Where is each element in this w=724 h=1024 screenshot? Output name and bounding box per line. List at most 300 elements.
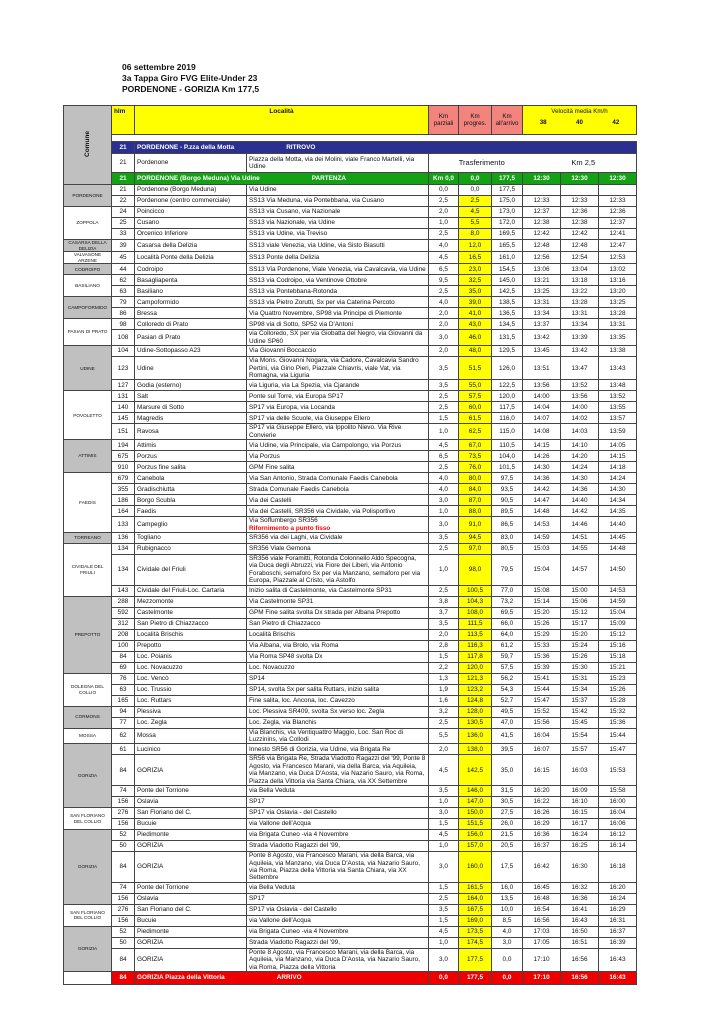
time-42-cell: 13:35 — [599, 330, 637, 346]
route-text: Via Blanchis, via Ventiquattro Maggio, Loc. San Roc di Luzzinins, via Collodi — [249, 728, 404, 744]
km-progressivi-cell: 35,0 — [459, 286, 492, 297]
time-40-cell: 15:45 — [561, 717, 599, 728]
arrivo-banner — [135, 971, 429, 984]
time-42-cell: 15:09 — [599, 618, 637, 629]
route-cell — [247, 841, 429, 852]
km-parziali-cell: 1,5 — [429, 413, 459, 424]
route-cell — [247, 185, 429, 196]
km-progressivi-cell: 94,5 — [459, 533, 492, 544]
comune-cell: ATTIMIS — [64, 440, 112, 473]
time-40-cell: 16:25 — [561, 841, 599, 852]
table-row — [64, 755, 637, 786]
time-42-cell: 12:47 — [599, 240, 637, 252]
table-row — [64, 506, 637, 517]
route-text: SS13 via Nazionale, via Udine — [249, 219, 335, 227]
locality-cell: Pordenone (Borgo Meduna) — [135, 185, 247, 196]
time-42-cell: 14:50 — [599, 555, 637, 586]
hlm-cell: 45 — [112, 252, 135, 264]
km-arrivo-cell: 26,0 — [492, 819, 523, 830]
comune-cell: CASARSA DELLA DELIZIA — [64, 240, 112, 252]
time-40-cell: 13:56 — [561, 391, 599, 402]
km-progressivi-cell: 87,0 — [459, 495, 492, 506]
route-text: SS13 Via Meduna, via Pontebbana, via Cusano — [249, 197, 384, 205]
table-row — [64, 533, 637, 544]
km-arrivo-cell: 83,0 — [492, 533, 523, 544]
time-42-cell: 14:18 — [599, 462, 637, 473]
hlm-cell: 84 — [112, 852, 135, 883]
hlm-cell: 79 — [112, 297, 135, 308]
km-parziali-cell: 2,0 — [429, 346, 459, 357]
table-row — [64, 473, 637, 484]
locality-cell: Loc. Zegla — [135, 717, 247, 728]
km-parziali-cell: 3,2 — [429, 706, 459, 717]
km-arrivo-cell: 41,5 — [492, 728, 523, 744]
time-42-cell: 16:18 — [599, 852, 637, 883]
hlm-cell: 77 — [112, 717, 135, 728]
km-progressivi-cell: 0,0 — [459, 173, 492, 185]
time-40-cell: 16:03 — [561, 755, 599, 786]
hlm-cell: 104 — [112, 346, 135, 357]
time-42-cell: 14:59 — [599, 596, 637, 607]
hlm-cell: 84 — [112, 948, 135, 971]
route-text: Via Udine, via Principale, via Campolongo, via Porzus — [249, 441, 402, 449]
route-text: Loc. Plessiva SR409, svolta Sx verso loc. Zegla — [249, 707, 385, 715]
km-arrivo-cell: 69,5 — [492, 607, 523, 618]
km-progressivi-cell: 161,5 — [459, 882, 492, 893]
time-40-cell: 15:34 — [561, 684, 599, 695]
time-38-cell: 16:56 — [523, 915, 561, 926]
partenza-tag: PARTENZA — [311, 174, 347, 182]
comune-cell: DOLEGNA DEL COLLIO — [64, 673, 112, 706]
km-progressivi-cell: 84,0 — [459, 484, 492, 495]
hlm-cell: 84 — [112, 651, 135, 662]
route-text: GPM Fine salita — [249, 463, 295, 471]
comune-cell: PREPOTTO — [64, 596, 112, 673]
hlm-cell: 910 — [112, 462, 135, 473]
time-38-cell: 16:36 — [523, 830, 561, 841]
time-40-cell: 14:42 — [561, 506, 599, 517]
route-text: SP17 — [249, 798, 265, 806]
table-row — [64, 830, 637, 841]
km-arrivo-cell: 177,5 — [492, 185, 523, 196]
table-row — [64, 240, 637, 252]
km-parziali-cell: 2,5 — [429, 286, 459, 297]
km-arrivo-cell: 0,0 — [492, 971, 523, 984]
route-text: Via Soffumbergo SR356 — [249, 517, 318, 525]
locality-cell: San Floriano del C. — [135, 808, 247, 819]
time-38-cell: 13:06 — [523, 264, 561, 275]
time-40-cell: 14:00 — [561, 402, 599, 413]
km-parziali-cell: 4,0 — [429, 473, 459, 484]
locality-cell: Località Ponte della Delizia — [135, 252, 247, 264]
time-42-cell: 15:36 — [599, 717, 637, 728]
km-parziali-cell: 2,0 — [429, 744, 459, 755]
time-40-cell: 15:31 — [561, 673, 599, 684]
route-cell — [247, 229, 429, 240]
km-progressivi-cell: 104,3 — [459, 596, 492, 607]
stage-route-title: PORDENONE - GORIZIA Km 177,5 — [122, 84, 260, 94]
route-cell: Piazza della Motta, via dei Molini, viale Franco Martelli, via Udine — [247, 154, 429, 173]
route-text: SP17 via Giuseppe Ellero, via Ippolito Nievo. Via Rive Convierie — [249, 424, 402, 439]
table-row — [64, 640, 637, 651]
time-38-cell: 15:41 — [523, 673, 561, 684]
hlm-cell: 63 — [112, 286, 135, 297]
km-progressivi-cell: 43,0 — [459, 319, 492, 330]
km-arrivo-cell: 101,5 — [492, 462, 523, 473]
comune-cell: POVOLETTO — [64, 391, 112, 440]
hlm-cell: 133 — [112, 517, 135, 533]
locality-cell: Località Brischis — [135, 629, 247, 640]
km-progressivi-cell: 123,2 — [459, 684, 492, 695]
route-cell — [247, 830, 429, 841]
comune-cell: PORDENONE — [64, 185, 112, 207]
route-cell — [247, 797, 429, 808]
km-arrivo-cell: 134,5 — [492, 319, 523, 330]
table-row — [64, 346, 637, 357]
time-40-cell: 14:24 — [561, 462, 599, 473]
km-arrivo-cell: 93,5 — [492, 484, 523, 495]
hlm-cell: 25 — [112, 218, 135, 229]
km-progressivi-cell: 164,0 — [459, 893, 492, 904]
time-40-cell: 16:10 — [561, 797, 599, 808]
locality-cell: GORIZIA — [135, 755, 247, 786]
km-progressivi-cell: 4,5 — [459, 207, 492, 218]
km-parziali-cell: 5,5 — [429, 728, 459, 744]
table-row — [64, 544, 637, 555]
locality-cell: Oslavia — [135, 797, 247, 808]
km-arrivo-cell: 175,0 — [492, 196, 523, 207]
table-row — [64, 413, 637, 424]
km-progressivi-cell: 120,0 — [459, 662, 492, 673]
comune-cell: FAEDIS — [64, 473, 112, 533]
hlm-cell: 86 — [112, 308, 135, 319]
locality-cell: Bucuie — [135, 915, 247, 926]
comune-cell: TORREANO — [64, 533, 112, 544]
table-row — [64, 391, 637, 402]
time-40-cell: 12:42 — [561, 229, 599, 240]
km-parziali-cell: 2,5 — [429, 391, 459, 402]
km-progressivi-cell: 98,0 — [459, 555, 492, 586]
time-38-cell: 13:37 — [523, 319, 561, 330]
locality-cell: Ponte del Torrione — [135, 882, 247, 893]
km-progressivi-cell: 108,0 — [459, 607, 492, 618]
time-42-cell: 14:40 — [599, 517, 637, 533]
time-42-cell: 13:02 — [599, 264, 637, 275]
locality-cell: San Floriano del C. — [135, 904, 247, 915]
arrivo-tag: ARRIVO — [276, 974, 302, 982]
time-38-cell: 13:25 — [523, 286, 561, 297]
locality-cell: Lucinico — [135, 744, 247, 755]
km-progressivi-cell: 147,0 — [459, 797, 492, 808]
hlm-cell: 21 — [112, 185, 135, 196]
velocita-42: 42 — [612, 119, 620, 127]
race-name: 3a Tappa Giro FVG Elite-Under 23 — [122, 73, 258, 83]
time-38-cell: 15:56 — [523, 717, 561, 728]
route-text: SS13 via Pontebbana-Rotonda — [249, 287, 338, 295]
hlm-cell: 21 — [112, 142, 135, 154]
km-arrivo-cell: 47,0 — [492, 717, 523, 728]
route-cell — [247, 218, 429, 229]
km-arrivo-cell: 122,5 — [492, 380, 523, 391]
time-42-cell: 15:58 — [599, 786, 637, 797]
time-38-cell: 15:03 — [523, 544, 561, 555]
route-cell — [247, 937, 429, 948]
hlm-cell: 39 — [112, 240, 135, 252]
km-arrivo-cell: 57,5 — [492, 662, 523, 673]
hlm-cell: 134 — [112, 555, 135, 586]
route-cell — [247, 786, 429, 797]
route-cell — [247, 808, 429, 819]
hlm-cell: 74 — [112, 882, 135, 893]
route-cell — [247, 533, 429, 544]
km-parziali-cell: 2,5 — [429, 544, 459, 555]
route-cell — [247, 555, 429, 586]
locality-cell: Pasian di Prato — [135, 330, 247, 346]
route-text: SP17 via Europa, via Locanda — [249, 403, 335, 411]
time-40-cell: 16:17 — [561, 819, 599, 830]
km-arrivo-cell: 49,5 — [492, 706, 523, 717]
km-progressivi-cell: 136,0 — [459, 728, 492, 744]
time-40-cell: 14:03 — [561, 424, 599, 440]
time-38-cell: 16:42 — [523, 852, 561, 883]
time-38-cell: 14:59 — [523, 533, 561, 544]
route-text: SS13 via Codroipo, via Ventinove Ottobre — [249, 276, 367, 284]
km-parziali-cell: 3,5 — [429, 533, 459, 544]
route-text: Via Giovanni Boccaccio — [249, 347, 317, 355]
locality-cell: Loc. Vencò — [135, 673, 247, 684]
time-42-cell: 13:16 — [599, 275, 637, 286]
route-text: Via Mons. Giovanni Nogara, via Cadore, Cavalcavia Sandro Pertini, via Gino Pieri, Piazzale Chiavris, viale Vat, via Romagna, via Liguria — [249, 357, 419, 379]
km-arrivo-cell: 131,5 — [492, 330, 523, 346]
locality-cell: Udine — [135, 357, 247, 380]
locality-cell: Cividale del Friuli-Loc. Cartaria — [135, 585, 247, 596]
km-arrivo-cell: 86,5 — [492, 517, 523, 533]
table-row — [64, 819, 637, 830]
route-text: SP17 via delle Scuole, via Giuseppe Ellero — [249, 414, 371, 422]
table-row — [64, 852, 637, 883]
time-40-cell: 15:37 — [561, 695, 599, 706]
hlm-cell: 675 — [112, 451, 135, 462]
km-progressivi-cell: 8,0 — [459, 229, 492, 240]
table-row — [64, 808, 637, 819]
time-40-cell: 14:40 — [561, 495, 599, 506]
hlm-cell: 127 — [112, 380, 135, 391]
time-42-cell: 12:30 — [599, 173, 637, 185]
route-cell — [247, 728, 429, 744]
hlm-cell: 165 — [112, 695, 135, 706]
time-40-cell: 14:10 — [561, 440, 599, 451]
km-parziali-cell: 3,0 — [429, 330, 459, 346]
comune-cell: UDINE — [64, 346, 112, 391]
hlm-cell: 156 — [112, 893, 135, 904]
table-row — [64, 297, 637, 308]
km-progressivi-cell: 177,5 — [459, 971, 492, 984]
km-parziali-cell: 1,0 — [429, 937, 459, 948]
km-progressivi-cell: 111,5 — [459, 618, 492, 629]
km-parziali-cell: 4,5 — [429, 755, 459, 786]
table-row — [64, 673, 637, 684]
km-parziali-cell: 3,5 — [429, 786, 459, 797]
time-40-cell: 15:20 — [561, 629, 599, 640]
route-cell — [247, 596, 429, 607]
route-text: SP98 via di Sotto, SP52 via D'Antoni — [249, 320, 353, 328]
locality-cell: Loc. Poianis — [135, 651, 247, 662]
time-42-cell: 12:41 — [599, 229, 637, 240]
hlm-cell: 156 — [112, 915, 135, 926]
route-text: SS13 Ponte della Delizia — [249, 254, 320, 262]
km-parziali-cell: 3,0 — [429, 517, 459, 533]
time-38-cell — [523, 185, 561, 196]
time-38-cell: 12:42 — [523, 229, 561, 240]
km-parziali-cell: 1,5 — [429, 651, 459, 662]
km-arrivo-cell: 129,5 — [492, 346, 523, 357]
hlm-cell: 679 — [112, 473, 135, 484]
time-40-cell: 16:32 — [561, 882, 599, 893]
time-42-cell: 15:16 — [599, 640, 637, 651]
comune-cell: VALVASONE ARZENE — [64, 252, 112, 264]
hlm-cell: 123 — [112, 357, 135, 380]
route-text: Innesto SR56 di Gorizia, via Udine, via Brigata Re — [249, 745, 391, 753]
km-parziali-cell: 3,5 — [429, 618, 459, 629]
route-cell — [247, 585, 429, 596]
partenza-place: PORDENONE (Borgo Meduna) Via Udine — [137, 174, 260, 182]
time-38-cell: 12:48 — [523, 240, 561, 252]
km-arrivo-cell: 142,5 — [492, 286, 523, 297]
locality-cell: Oslavia — [135, 893, 247, 904]
time-42-cell: 16:12 — [599, 830, 637, 841]
route-text: Via Castelmonte SP31 — [249, 597, 314, 605]
table-row — [64, 319, 637, 330]
km-arrivo-cell: 89,5 — [492, 506, 523, 517]
time-38-cell: 15:33 — [523, 640, 561, 651]
velocita-header — [523, 106, 637, 135]
arrivo-place: GORIZIA Piazza della Vittoria — [137, 974, 225, 982]
km-arrivo-cell: 10,0 — [492, 904, 523, 915]
time-38-cell: 13:21 — [523, 275, 561, 286]
hlm-cell: 156 — [112, 797, 135, 808]
locality-cell: GORIZIA — [135, 937, 247, 948]
time-40-cell: 15:24 — [561, 640, 599, 651]
route-text: Via Porzus — [249, 452, 280, 460]
time-38-cell: 15:36 — [523, 651, 561, 662]
time-40-cell: 12:54 — [561, 252, 599, 264]
comune-empty-cell — [64, 971, 112, 984]
time-38-cell: 16:29 — [523, 819, 561, 830]
time-42-cell: 14:35 — [599, 506, 637, 517]
time-42-cell: 14:48 — [599, 544, 637, 555]
route-cell — [247, 484, 429, 495]
locality-cell: Gradischiutta — [135, 484, 247, 495]
time-38-cell: 14:47 — [523, 495, 561, 506]
km-arrivo-cell: 117,5 — [492, 402, 523, 413]
route-cell — [247, 357, 429, 380]
comune-header-label: Comune — [83, 130, 91, 157]
time-40-cell: 16:15 — [561, 808, 599, 819]
route-text: via Brigata Cuneo -via 4 Novembre — [249, 928, 349, 936]
km-parziali-cell: 4,5 — [429, 252, 459, 264]
route-cell — [247, 926, 429, 937]
transfer-info-cell — [429, 154, 637, 173]
locality-cell: Udine-Sottopasso A23 — [135, 346, 247, 357]
time-42-cell: 16:39 — [599, 937, 637, 948]
time-40-cell: 14:02 — [561, 413, 599, 424]
locality-cell: Cusano — [135, 218, 247, 229]
route-cell — [247, 264, 429, 275]
stage-date: 06 settembre 2019 — [122, 62, 196, 72]
hlm-cell: 288 — [112, 596, 135, 607]
route-cell — [247, 904, 429, 915]
km-parziali-cell: 3,7 — [429, 607, 459, 618]
km-arrivo-cell: 177,5 — [492, 173, 523, 185]
route-text: SR356 Viale Gemona — [249, 545, 311, 553]
time-40-cell: 16:36 — [561, 893, 599, 904]
km-arrivo-cell: 77,0 — [492, 585, 523, 596]
comune-cell: PASIAN DI PRATO — [64, 319, 112, 346]
time-40-cell: 14:57 — [561, 555, 599, 586]
time-38-cell: 14:15 — [523, 440, 561, 451]
km-progressivi-cell: 0,0 — [459, 185, 492, 196]
hlm-cell: 62 — [112, 728, 135, 744]
time-38-cell: 15:39 — [523, 662, 561, 673]
hlm-cell: 143 — [112, 585, 135, 596]
route-cell — [247, 402, 429, 413]
km-progressivi-cell: 157,0 — [459, 841, 492, 852]
time-40-cell: 15:54 — [561, 728, 599, 744]
time-38-cell: 17:10 — [523, 948, 561, 971]
time-42-cell: 15:04 — [599, 607, 637, 618]
time-38-cell: 13:45 — [523, 346, 561, 357]
km-progressivi-cell: 177,5 — [459, 948, 492, 971]
time-40-cell: 13:18 — [561, 275, 599, 286]
km-progressivi-cell: 32,5 — [459, 275, 492, 286]
km-progressivi-cell: 116,3 — [459, 640, 492, 651]
table-row — [64, 380, 637, 391]
route-cell — [247, 544, 429, 555]
route-text: GPM Fine salita svolta Dx strada per Albana Prepotto — [249, 608, 401, 616]
locality-cell: Basiliano — [135, 286, 247, 297]
table-row — [64, 882, 637, 893]
time-40-cell: 13:22 — [561, 286, 599, 297]
route-text: Strada Viadotto Ragazzi del '99, — [249, 939, 340, 947]
km-parziali-cell: 2,0 — [429, 207, 459, 218]
locality-cell: Loc. Novacuzzo — [135, 662, 247, 673]
locality-cell: Mezzomonte — [135, 596, 247, 607]
route-cell — [247, 196, 429, 207]
km-arrivo-cell: 172,0 — [492, 218, 523, 229]
time-40-cell: 15:17 — [561, 618, 599, 629]
route-text: Località Brischis — [249, 630, 296, 638]
km-progressivi-cell: 60,0 — [459, 402, 492, 413]
time-38-cell: 16:26 — [523, 808, 561, 819]
km-progressivi-cell: 46,0 — [459, 330, 492, 346]
time-38-cell: 15:04 — [523, 555, 561, 586]
time-42-cell: 16:14 — [599, 841, 637, 852]
km-arrivo-header: Km all'arrivo — [492, 106, 523, 135]
route-cell — [247, 673, 429, 684]
time-42-cell: 13:31 — [599, 319, 637, 330]
comune-cell: SAN FLORIANO DEL COLLIO — [64, 808, 112, 830]
route-text: via Liguria, via La Spezia, via Cjarande — [249, 381, 360, 389]
km-parziali-cell: 1,0 — [429, 555, 459, 586]
time-42-cell: 14:45 — [599, 533, 637, 544]
route-text: Via Roma SP48 svolta Dx — [249, 652, 323, 660]
hlm-cell: 186 — [112, 495, 135, 506]
comune-cell: CORMONS — [64, 706, 112, 728]
time-42-cell: 14:15 — [599, 451, 637, 462]
km-progressivi-cell: 100,5 — [459, 585, 492, 596]
km-arrivo-cell: 165,5 — [492, 240, 523, 252]
comune-cell: CIVIDALE DEL FRIULI — [64, 544, 112, 597]
